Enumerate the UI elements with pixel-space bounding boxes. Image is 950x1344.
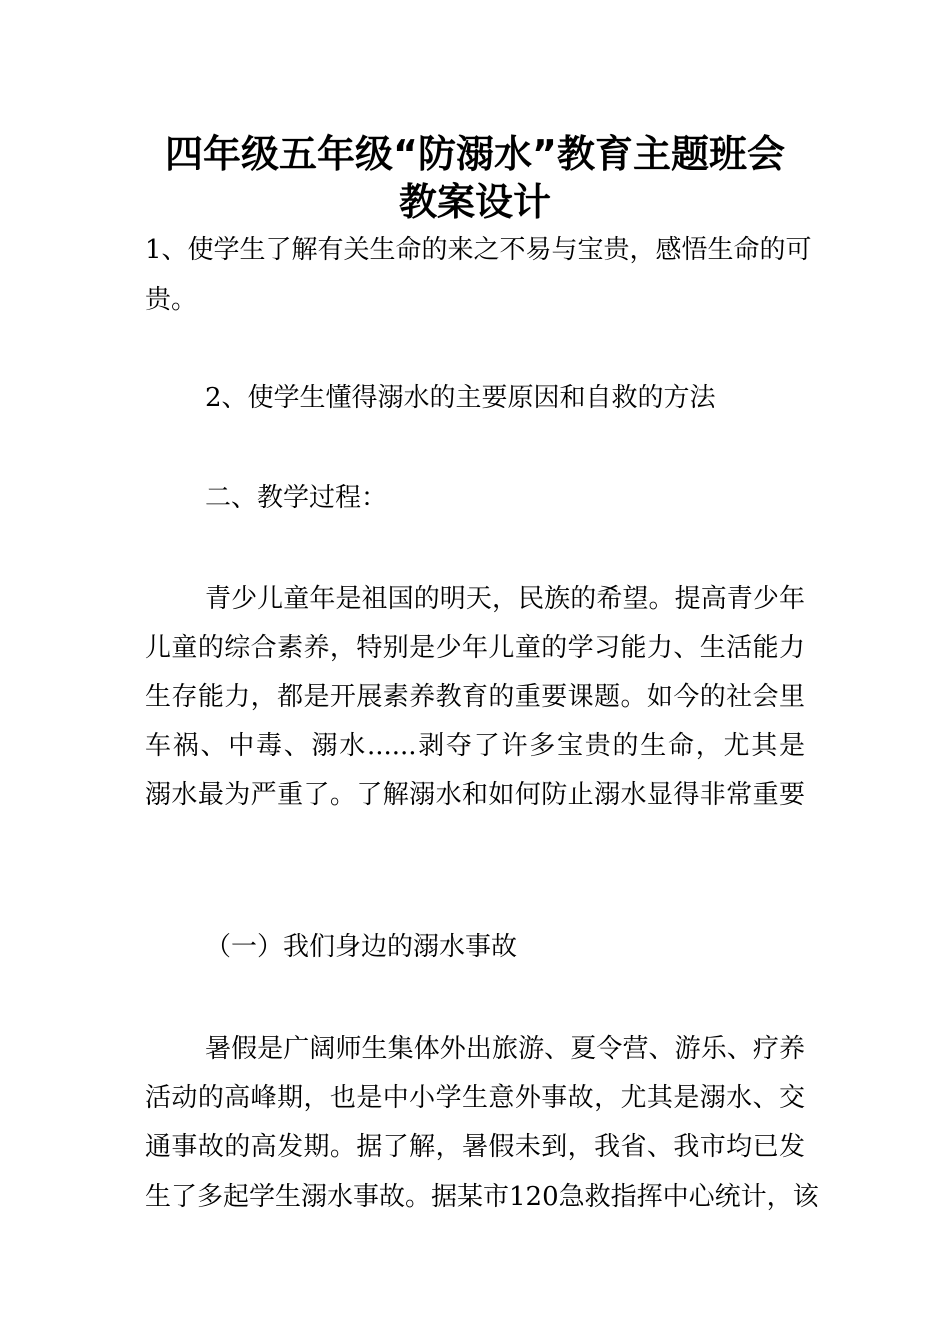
goal-2: 2、使学生懂得溺水的主要原因和自救的方法 — [205, 383, 716, 413]
paragraph-2-line: 生了多起学生溺水事故。据某市120急救指挥中心统计，该 — [145, 1182, 819, 1212]
paragraph-2-line: 暑假是广阔师生集体外出旅游、夏令营、游乐、疗养 — [205, 1034, 805, 1064]
intro-paragraph-line: 溺水最为严重了。了解溺水和如何防止溺水显得非常重要 — [145, 780, 805, 810]
paragraph-2-line: 通事故的高发期。据了解，暑假未到，我省、我市均已发 — [145, 1132, 805, 1162]
goal-1-line-2: 贵。 — [145, 285, 198, 315]
goal-1-line-1: 1、使学生了解有关生命的来之不易与宝贵，感悟生命的可 — [145, 235, 812, 265]
subsection-heading-drowning-accidents: （一）我们身边的溺水事故 — [205, 932, 518, 962]
intro-paragraph-line: 车祸、中毒、溺水......剥夺了许多宝贵的生命，尤其是 — [145, 731, 805, 761]
intro-paragraph-line: 青少儿童年是祖国的明天，民族的希望。提高青少年 — [205, 584, 805, 614]
section-heading-teaching-process: 二、教学过程： — [205, 483, 388, 513]
intro-paragraph-line: 儿童的综合素养，特别是少年儿童的学习能力、生活能力 — [145, 633, 805, 663]
document-title-line-1: 四年级五年级“防溺水”教育主题班会 — [165, 132, 785, 176]
document-title-line-2: 教案设计 — [398, 180, 551, 224]
paragraph-2-line: 活动的高峰期，也是中小学生意外事故，尤其是溺水、交 — [145, 1083, 805, 1113]
intro-paragraph-line: 生存能力，都是开展素养教育的重要课题。如今的社会里 — [145, 682, 805, 712]
